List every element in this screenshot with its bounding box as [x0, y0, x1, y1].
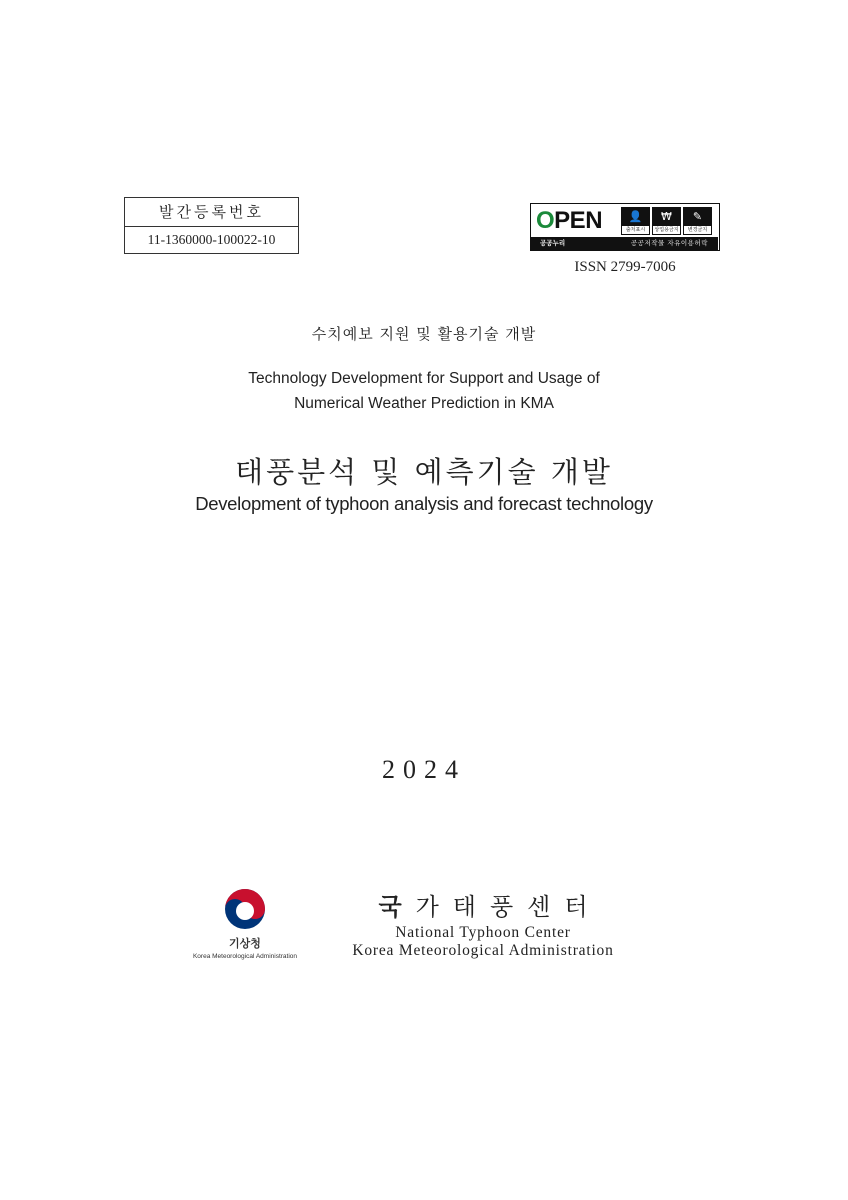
issn: ISSN 2799-7006 — [574, 259, 676, 275]
open-license-top — [531, 204, 718, 237]
open-license-badge — [530, 203, 720, 251]
report-title-english: Development of typhoon analysis and forecast technology — [195, 493, 653, 514]
taegeuk-emblem-icon — [186, 885, 304, 935]
series-title-english-line2: Numerical Weather Prediction in KMA — [294, 395, 554, 412]
kma-logo-korean: 기상청 — [229, 937, 261, 950]
noderivatives-icon: ✎ 변경금지 — [683, 207, 712, 235]
center-name-english: National Typhoon Center — [395, 924, 571, 941]
publication-year: 2024 — [382, 755, 466, 784]
registration-number: 11-1360000-100022-10 — [147, 232, 276, 247]
registration-number-box — [124, 197, 299, 254]
agency-name-english: Korea Meteorological Administration — [352, 942, 614, 959]
center-name-block — [340, 887, 626, 960]
open-license-footer: 공공누리 공공저작물 자유이용허락 — [531, 237, 718, 250]
report-title-korean: 태풍분석 및 예측기술 개발 — [235, 455, 613, 489]
kma-logo-english: Korea Meteorological Administration — [192, 953, 298, 960]
series-title-english-line1: Technology Development for Support and Usage of — [248, 370, 600, 387]
attribution-icon: 👤 출처표시 — [621, 207, 650, 235]
noncommercial-icon: ₩ 상업용금지 — [652, 207, 681, 235]
series-title-korean: 수치예보 지원 및 활용기술 개발 — [311, 325, 537, 343]
center-name-korean: 국가태풍센터 — [378, 892, 602, 921]
open-logo: OPEN — [536, 207, 603, 234]
kma-logo — [186, 885, 304, 965]
registration-label: 발간등록번호 — [125, 198, 298, 227]
